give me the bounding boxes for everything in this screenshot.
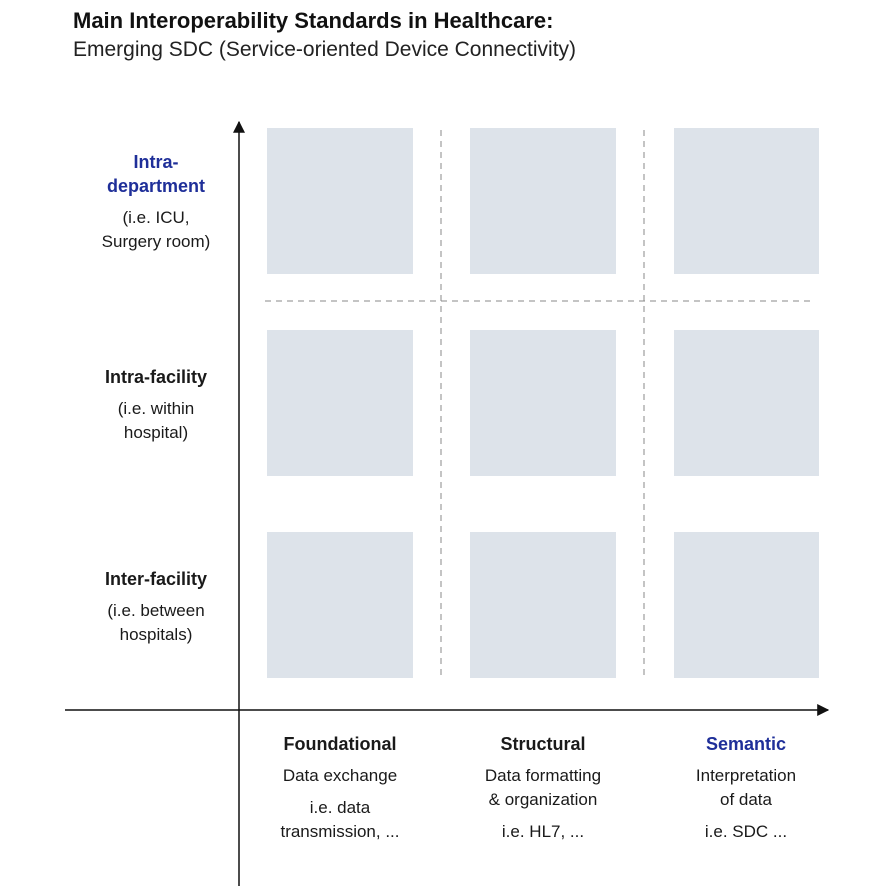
grid-cell — [470, 330, 616, 476]
grid-cell — [470, 532, 616, 678]
row-detail: Surgery room) — [101, 232, 211, 251]
column-description: & organization — [488, 790, 598, 809]
row-heading: Intra-facility — [104, 367, 208, 387]
grid-cell — [674, 330, 819, 476]
column-example: i.e. SDC ... — [704, 822, 788, 841]
column-description: of data — [720, 790, 772, 809]
row-detail: hospital) — [123, 423, 189, 442]
column-example: i.e. HL7, ... — [501, 822, 585, 841]
column-description: Data formatting — [484, 766, 602, 785]
column-label-foundational — [240, 732, 440, 844]
column-label-structural — [443, 732, 643, 844]
grid-cell — [470, 128, 616, 274]
row-heading: Intra- — [133, 152, 179, 172]
column-label-semantic — [646, 732, 846, 844]
grid-cell — [267, 128, 413, 274]
column-heading: Semantic — [705, 734, 787, 754]
row-heading: department — [106, 176, 205, 196]
row-label-intra-facility — [70, 365, 242, 445]
grid-cell — [674, 532, 819, 678]
column-heading: Foundational — [283, 734, 397, 754]
grid-cell — [267, 532, 413, 678]
column-description: Data exchange — [282, 766, 398, 785]
diagram-title: Main Interoperability Standards in Healthcare: — [73, 8, 554, 33]
row-detail: (i.e. within — [117, 399, 195, 418]
row-label-intra-department — [70, 150, 242, 254]
column-heading: Structural — [500, 734, 586, 754]
diagram-subtitle: Emerging SDC (Service-oriented Device Connectivity) — [73, 38, 577, 61]
row-label-inter-facility — [70, 567, 242, 647]
grid-cell — [674, 128, 819, 274]
column-description: Interpretation — [695, 766, 797, 785]
row-detail: (i.e. ICU, — [122, 208, 190, 227]
grid-cell — [267, 330, 413, 476]
column-example: transmission, ... — [280, 822, 400, 841]
column-example: i.e. data — [309, 798, 371, 817]
row-detail: (i.e. between — [107, 601, 205, 620]
row-detail: hospitals) — [119, 625, 193, 644]
row-heading: Inter-facility — [104, 569, 208, 589]
